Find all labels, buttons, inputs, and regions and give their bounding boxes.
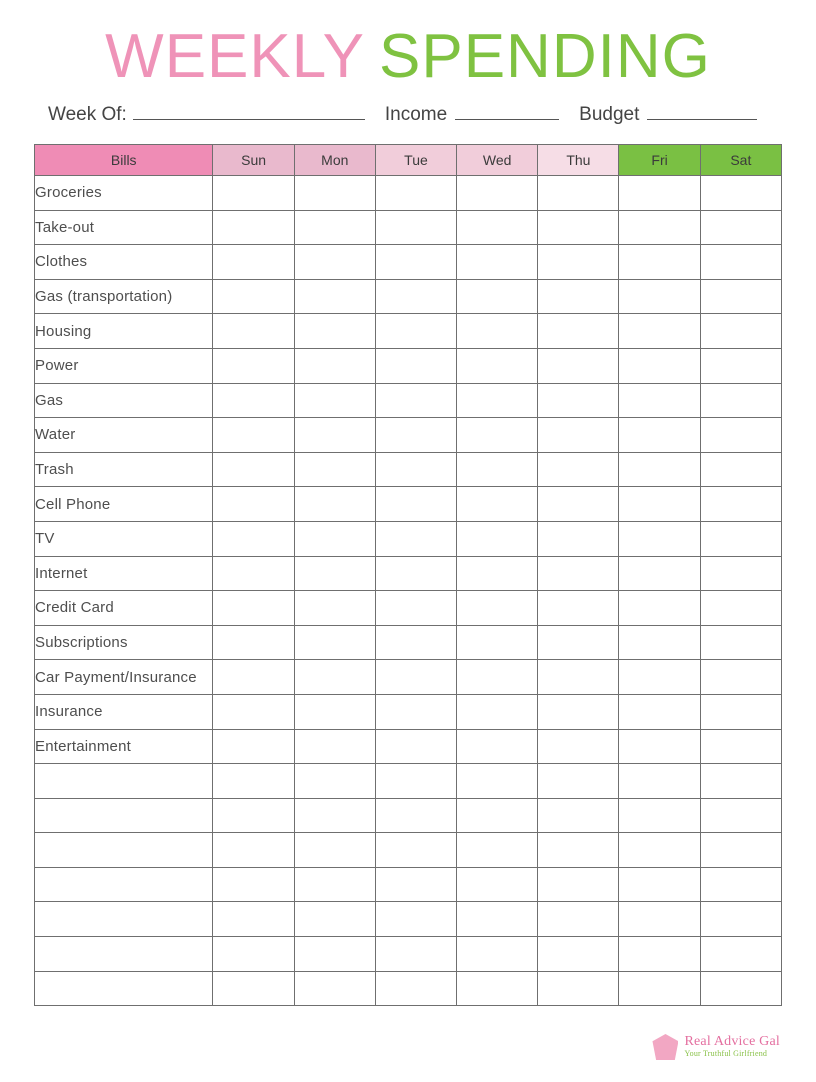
entry-cell[interactable] — [619, 729, 700, 764]
table-row — [35, 798, 782, 833]
entry-cell[interactable] — [538, 867, 619, 902]
entry-cell[interactable] — [619, 660, 700, 695]
entry-cell[interactable] — [375, 591, 456, 626]
entry-cell[interactable] — [457, 279, 538, 314]
entry-cell[interactable] — [457, 660, 538, 695]
entry-cell[interactable] — [294, 348, 375, 383]
entry-cell[interactable] — [457, 694, 538, 729]
entry-cell[interactable] — [619, 625, 700, 660]
entry-cell[interactable] — [294, 660, 375, 695]
entry-cell[interactable] — [538, 729, 619, 764]
entry-cell[interactable] — [457, 452, 538, 487]
entry-cell[interactable] — [700, 729, 781, 764]
brand-name: Real Advice Gal — [684, 1034, 780, 1050]
entry-cell[interactable] — [375, 625, 456, 660]
row-label-cell[interactable]: Groceries — [35, 176, 213, 211]
entry-cell[interactable] — [538, 798, 619, 833]
row-label-cell[interactable]: Clothes — [35, 245, 213, 280]
row-label-cell[interactable]: Entertainment — [35, 729, 213, 764]
entry-cell[interactable] — [457, 521, 538, 556]
table-row — [35, 210, 782, 245]
entry-cell[interactable] — [457, 798, 538, 833]
entry-cell[interactable] — [457, 210, 538, 245]
table-row — [35, 383, 782, 418]
entry-cell[interactable] — [619, 764, 700, 799]
entry-cell[interactable] — [700, 348, 781, 383]
entry-cell[interactable] — [375, 971, 456, 1006]
entry-cell[interactable] — [294, 176, 375, 211]
row-label-cell[interactable]: Gas (transportation) — [35, 279, 213, 314]
entry-cell[interactable] — [700, 971, 781, 1006]
entry-cell[interactable] — [213, 210, 294, 245]
entry-cell[interactable] — [538, 971, 619, 1006]
entry-cell[interactable] — [213, 660, 294, 695]
brand-footer — [652, 1034, 780, 1060]
entry-cell[interactable] — [457, 764, 538, 799]
table-row — [35, 348, 782, 383]
entry-cell[interactable] — [457, 625, 538, 660]
entry-cell[interactable] — [375, 833, 456, 868]
spending-table — [34, 144, 782, 1006]
entry-cell[interactable] — [538, 694, 619, 729]
entry-cell[interactable] — [700, 245, 781, 280]
entry-cell[interactable] — [700, 210, 781, 245]
row-label-cell[interactable] — [35, 971, 213, 1006]
column-header-sat: Sat — [700, 145, 781, 176]
entry-cell[interactable] — [700, 625, 781, 660]
entry-cell[interactable] — [375, 694, 456, 729]
entry-cell[interactable] — [538, 937, 619, 972]
entry-cell[interactable] — [294, 279, 375, 314]
entry-cell[interactable] — [619, 937, 700, 972]
entry-cell[interactable] — [700, 452, 781, 487]
entry-cell[interactable] — [700, 694, 781, 729]
table-row — [35, 833, 782, 868]
entry-cell[interactable] — [538, 314, 619, 349]
entry-cell[interactable] — [457, 487, 538, 522]
entry-cell[interactable] — [619, 452, 700, 487]
entry-cell[interactable] — [457, 418, 538, 453]
entry-cell[interactable] — [619, 867, 700, 902]
table-row — [35, 418, 782, 453]
entry-cell[interactable] — [538, 625, 619, 660]
entry-cell[interactable] — [294, 487, 375, 522]
row-label-cell[interactable] — [35, 902, 213, 937]
entry-cell[interactable] — [294, 798, 375, 833]
table-body — [35, 176, 782, 1006]
table-row — [35, 279, 782, 314]
entry-cell[interactable] — [213, 833, 294, 868]
entry-cell[interactable] — [700, 314, 781, 349]
entry-cell[interactable] — [700, 383, 781, 418]
entry-cell[interactable] — [375, 556, 456, 591]
entry-cell[interactable] — [375, 937, 456, 972]
entry-cell[interactable] — [375, 902, 456, 937]
entry-cell[interactable] — [375, 660, 456, 695]
entry-cell[interactable] — [213, 279, 294, 314]
entry-cell[interactable] — [538, 210, 619, 245]
entry-cell[interactable] — [213, 937, 294, 972]
entry-cell[interactable] — [294, 452, 375, 487]
entry-cell[interactable] — [294, 867, 375, 902]
entry-cell[interactable] — [375, 383, 456, 418]
entry-cell[interactable] — [294, 245, 375, 280]
entry-cell[interactable] — [619, 383, 700, 418]
entry-cell[interactable] — [538, 591, 619, 626]
entry-cell[interactable] — [375, 867, 456, 902]
entry-cell[interactable] — [213, 902, 294, 937]
entry-cell[interactable] — [213, 245, 294, 280]
income-input-line[interactable] — [455, 105, 559, 120]
entry-cell[interactable] — [457, 902, 538, 937]
table-header-row — [35, 145, 782, 176]
entry-cell[interactable] — [457, 971, 538, 1006]
column-header-fri: Fri — [619, 145, 700, 176]
entry-cell[interactable] — [375, 348, 456, 383]
entry-cell[interactable] — [700, 487, 781, 522]
entry-cell[interactable] — [294, 521, 375, 556]
entry-cell[interactable] — [619, 694, 700, 729]
title-word-weekly: WEEKLY — [105, 22, 365, 91]
entry-cell[interactable] — [457, 867, 538, 902]
table-row — [35, 764, 782, 799]
table-row — [35, 521, 782, 556]
entry-cell[interactable] — [294, 418, 375, 453]
brand-tagline: Your Truthful Girlfriend — [684, 1049, 768, 1059]
table-row — [35, 556, 782, 591]
entry-cell[interactable] — [538, 556, 619, 591]
entry-cell[interactable] — [700, 521, 781, 556]
entry-cell[interactable] — [294, 556, 375, 591]
entry-cell[interactable] — [294, 694, 375, 729]
entry-cell[interactable] — [619, 418, 700, 453]
entry-cell[interactable] — [457, 937, 538, 972]
entry-cell[interactable] — [619, 556, 700, 591]
entry-cell[interactable] — [294, 729, 375, 764]
entry-cell[interactable] — [619, 798, 700, 833]
entry-cell[interactable] — [538, 521, 619, 556]
entry-cell[interactable] — [457, 245, 538, 280]
heart-logo-icon — [652, 1034, 678, 1060]
title-word-spending: SPENDING — [378, 22, 711, 91]
table-row — [35, 487, 782, 522]
row-label-cell[interactable] — [35, 798, 213, 833]
entry-cell[interactable] — [294, 902, 375, 937]
row-label-cell[interactable]: Water — [35, 418, 213, 453]
week-of-input-line[interactable] — [133, 105, 365, 120]
entry-cell[interactable] — [538, 833, 619, 868]
entry-cell[interactable] — [294, 764, 375, 799]
entry-cell[interactable] — [619, 521, 700, 556]
table-row — [35, 452, 782, 487]
table-row — [35, 660, 782, 695]
entry-cell[interactable] — [619, 210, 700, 245]
entry-cell[interactable] — [213, 798, 294, 833]
entry-cell[interactable] — [375, 798, 456, 833]
table-row — [35, 176, 782, 211]
entry-cell[interactable] — [700, 176, 781, 211]
table-row — [35, 314, 782, 349]
entry-cell[interactable] — [213, 729, 294, 764]
entry-cell[interactable] — [538, 176, 619, 211]
entry-cell[interactable] — [538, 279, 619, 314]
entry-cell[interactable] — [538, 418, 619, 453]
entry-cell[interactable] — [619, 279, 700, 314]
column-header-bills: Bills — [35, 145, 213, 176]
entry-cell[interactable] — [619, 245, 700, 280]
entry-cell[interactable] — [375, 521, 456, 556]
entry-cell[interactable] — [294, 971, 375, 1006]
entry-cell[interactable] — [700, 867, 781, 902]
entry-cell[interactable] — [213, 591, 294, 626]
row-label-cell[interactable]: Insurance — [35, 694, 213, 729]
table-row — [35, 937, 782, 972]
entry-cell[interactable] — [700, 902, 781, 937]
entry-cell[interactable] — [700, 660, 781, 695]
income-label: Income — [384, 104, 448, 125]
entry-cell[interactable] — [375, 764, 456, 799]
entry-cell[interactable] — [538, 452, 619, 487]
row-label-cell[interactable]: Power — [35, 348, 213, 383]
entry-cell[interactable] — [538, 764, 619, 799]
entry-cell[interactable] — [375, 487, 456, 522]
entry-cell[interactable] — [619, 487, 700, 522]
entry-cell[interactable] — [619, 314, 700, 349]
entry-cell[interactable] — [294, 591, 375, 626]
entry-cell[interactable] — [457, 729, 538, 764]
entry-cell[interactable] — [375, 279, 456, 314]
entry-cell[interactable] — [538, 487, 619, 522]
entry-cell[interactable] — [538, 348, 619, 383]
entry-cell[interactable] — [375, 210, 456, 245]
entry-cell[interactable] — [294, 833, 375, 868]
entry-cell[interactable] — [213, 694, 294, 729]
entry-cell[interactable] — [538, 245, 619, 280]
entry-cell[interactable] — [213, 418, 294, 453]
entry-cell[interactable] — [213, 971, 294, 1006]
entry-cell[interactable] — [538, 902, 619, 937]
week-of-label: Week Of: — [48, 104, 127, 125]
entry-cell[interactable] — [375, 176, 456, 211]
entry-cell[interactable] — [700, 279, 781, 314]
column-header-tue: Tue — [375, 145, 456, 176]
entry-cell[interactable] — [213, 452, 294, 487]
entry-cell[interactable] — [375, 245, 456, 280]
column-header-wed: Wed — [457, 145, 538, 176]
entry-cell[interactable] — [457, 348, 538, 383]
table-row — [35, 902, 782, 937]
entry-cell[interactable] — [700, 556, 781, 591]
column-header-mon: Mon — [294, 145, 375, 176]
row-label-cell[interactable]: Take-out — [35, 210, 213, 245]
table-row — [35, 625, 782, 660]
entry-cell[interactable] — [213, 867, 294, 902]
entry-cell[interactable] — [700, 937, 781, 972]
entry-cell[interactable] — [213, 383, 294, 418]
row-label-cell[interactable]: Housing — [35, 314, 213, 349]
entry-cell[interactable] — [457, 383, 538, 418]
entry-cell[interactable] — [213, 487, 294, 522]
column-header-sun: Sun — [213, 145, 294, 176]
entry-cell[interactable] — [619, 348, 700, 383]
entry-cell[interactable] — [294, 937, 375, 972]
entry-cell[interactable] — [213, 314, 294, 349]
table-row — [35, 591, 782, 626]
entry-cell[interactable] — [457, 591, 538, 626]
entry-cell[interactable] — [538, 660, 619, 695]
table-row — [35, 729, 782, 764]
entry-cell[interactable] — [294, 314, 375, 349]
entry-cell[interactable] — [294, 383, 375, 418]
entry-cell[interactable] — [538, 383, 619, 418]
table-row — [35, 694, 782, 729]
entry-cell[interactable] — [213, 764, 294, 799]
row-label-cell[interactable]: Subscriptions — [35, 625, 213, 660]
row-label-cell[interactable] — [35, 867, 213, 902]
entry-cell[interactable] — [457, 314, 538, 349]
budget-label: Budget — [579, 104, 640, 125]
entry-cell[interactable] — [619, 591, 700, 626]
entry-cell[interactable] — [213, 556, 294, 591]
row-label-cell[interactable]: Internet — [35, 556, 213, 591]
entry-cell[interactable] — [294, 210, 375, 245]
entry-cell[interactable] — [375, 452, 456, 487]
form-header-row — [0, 104, 816, 126]
entry-cell[interactable] — [213, 176, 294, 211]
entry-cell[interactable] — [375, 729, 456, 764]
table-row — [35, 971, 782, 1006]
entry-cell[interactable] — [700, 833, 781, 868]
brand-text — [684, 1035, 780, 1058]
entry-cell[interactable] — [700, 591, 781, 626]
entry-cell[interactable] — [375, 418, 456, 453]
entry-cell[interactable] — [213, 521, 294, 556]
table-row — [35, 245, 782, 280]
spending-table-wrapper — [34, 144, 782, 1006]
entry-cell[interactable] — [700, 418, 781, 453]
row-label-cell[interactable]: Credit Card — [35, 591, 213, 626]
entry-cell[interactable] — [619, 902, 700, 937]
row-label-cell[interactable]: Car Payment/Insurance — [35, 660, 213, 695]
entry-cell[interactable] — [619, 971, 700, 1006]
entry-cell[interactable] — [213, 625, 294, 660]
row-label-cell[interactable]: TV — [35, 521, 213, 556]
entry-cell[interactable] — [457, 556, 538, 591]
row-label-cell[interactable]: Trash — [35, 452, 213, 487]
entry-cell[interactable] — [213, 348, 294, 383]
entry-cell[interactable] — [700, 798, 781, 833]
budget-input-line[interactable] — [647, 105, 757, 120]
page-title — [0, 22, 816, 91]
worksheet-page — [0, 22, 816, 1082]
row-label-cell[interactable] — [35, 764, 213, 799]
entry-cell[interactable] — [457, 833, 538, 868]
entry-cell[interactable] — [294, 625, 375, 660]
entry-cell[interactable] — [700, 764, 781, 799]
row-label-cell[interactable] — [35, 833, 213, 868]
table-row — [35, 867, 782, 902]
row-label-cell[interactable] — [35, 937, 213, 972]
entry-cell[interactable] — [375, 314, 456, 349]
column-header-thu: Thu — [538, 145, 619, 176]
entry-cell[interactable] — [619, 176, 700, 211]
row-label-cell[interactable]: Gas — [35, 383, 213, 418]
row-label-cell[interactable]: Cell Phone — [35, 487, 213, 522]
entry-cell[interactable] — [457, 176, 538, 211]
entry-cell[interactable] — [619, 833, 700, 868]
